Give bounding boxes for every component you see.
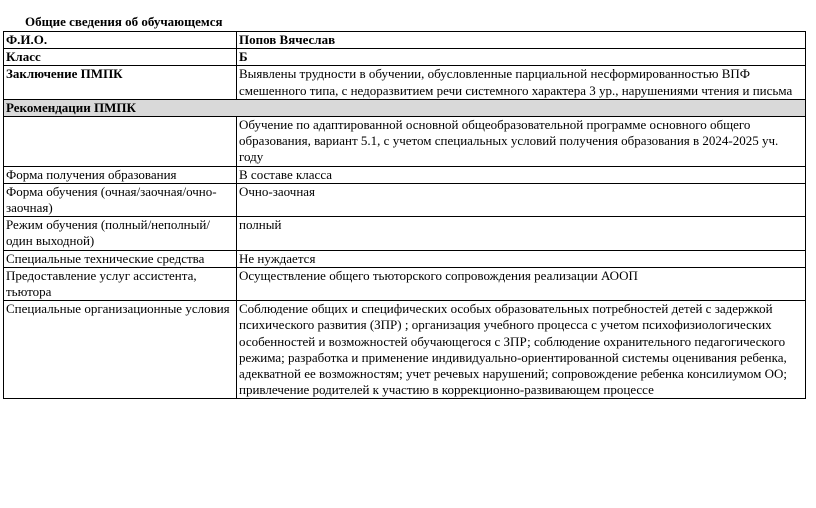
table-row-class [4, 49, 806, 66]
program-label [4, 117, 237, 167]
table-row-organizational-conditions [4, 301, 806, 399]
program-value: Обучение по адаптированной основной общеобразовательной программе основного общего образования, вариант 5.1, с учетом специальных условий получения образования в 2024-2025 уч. году [237, 117, 806, 167]
study-mode-value: полный [237, 217, 806, 250]
class-value: Б [237, 49, 806, 66]
pmpk-conclusion-label: Заключение ПМПК [4, 66, 237, 99]
table-row-pmpk-recommendations-header [4, 99, 806, 116]
pmpk-conclusion-value: Выявлены трудности в обучении, обусловленные парциальной несформированностью ВПФ смешенного типа, с недоразвитием речи системного характера 3 ур., нарушениями чтения и письма [237, 66, 806, 99]
student-info-table [3, 31, 806, 399]
assistant-services-label: Предоставление услуг ассистента, тьютора [4, 267, 237, 300]
organizational-conditions-label: Специальные организационные условия [4, 301, 237, 399]
assistant-services-value: Осуществление общего тьюторского сопровождения реализации АООП [237, 267, 806, 300]
class-label: Класс [4, 49, 237, 66]
table-row-education-form [4, 166, 806, 183]
study-mode-label: Режим обучения (полный/неполный/один выходной) [4, 217, 237, 250]
table-row-fio [4, 32, 806, 49]
technical-means-label: Специальные технические средства [4, 250, 237, 267]
page-title: Общие сведения об обучающемся [25, 14, 223, 29]
study-form-label: Форма обучения (очная/заочная/очно-заочная) [4, 183, 237, 216]
table-row-program [4, 117, 806, 167]
table-row-technical-means [4, 250, 806, 267]
table-row-assistant-services [4, 267, 806, 300]
education-form-value: В составе класса [237, 166, 806, 183]
fio-value: Попов Вячеслав [237, 32, 806, 49]
pmpk-recommendations-heading: Рекомендации ПМПК [4, 99, 806, 116]
table-row-study-form [4, 183, 806, 216]
table-row-study-mode [4, 217, 806, 250]
table-row-pmpk-conclusion [4, 66, 806, 99]
fio-label: Ф.И.О. [4, 32, 237, 49]
study-form-value: Очно-заочная [237, 183, 806, 216]
technical-means-value: Не нуждается [237, 250, 806, 267]
education-form-label: Форма получения образования [4, 166, 237, 183]
organizational-conditions-value: Соблюдение общих и специфических особых образовательных потребностей детей с задержкой психического развития (ЗПР) ; организация учебного процесса с учетом психофизиологических особенностей и возможностей обучающегося с ЗПР; соблюдение охранительного педагогического режима; разработка и применение индивидуально-ориентированной системы оценивания ребенка, адекватной ее возможностям; учет речевых нарушений; сопровождение ребенка консилиумом ОО; привлечение родителей к участию в коррекционно-развивающем процессе [237, 301, 806, 399]
